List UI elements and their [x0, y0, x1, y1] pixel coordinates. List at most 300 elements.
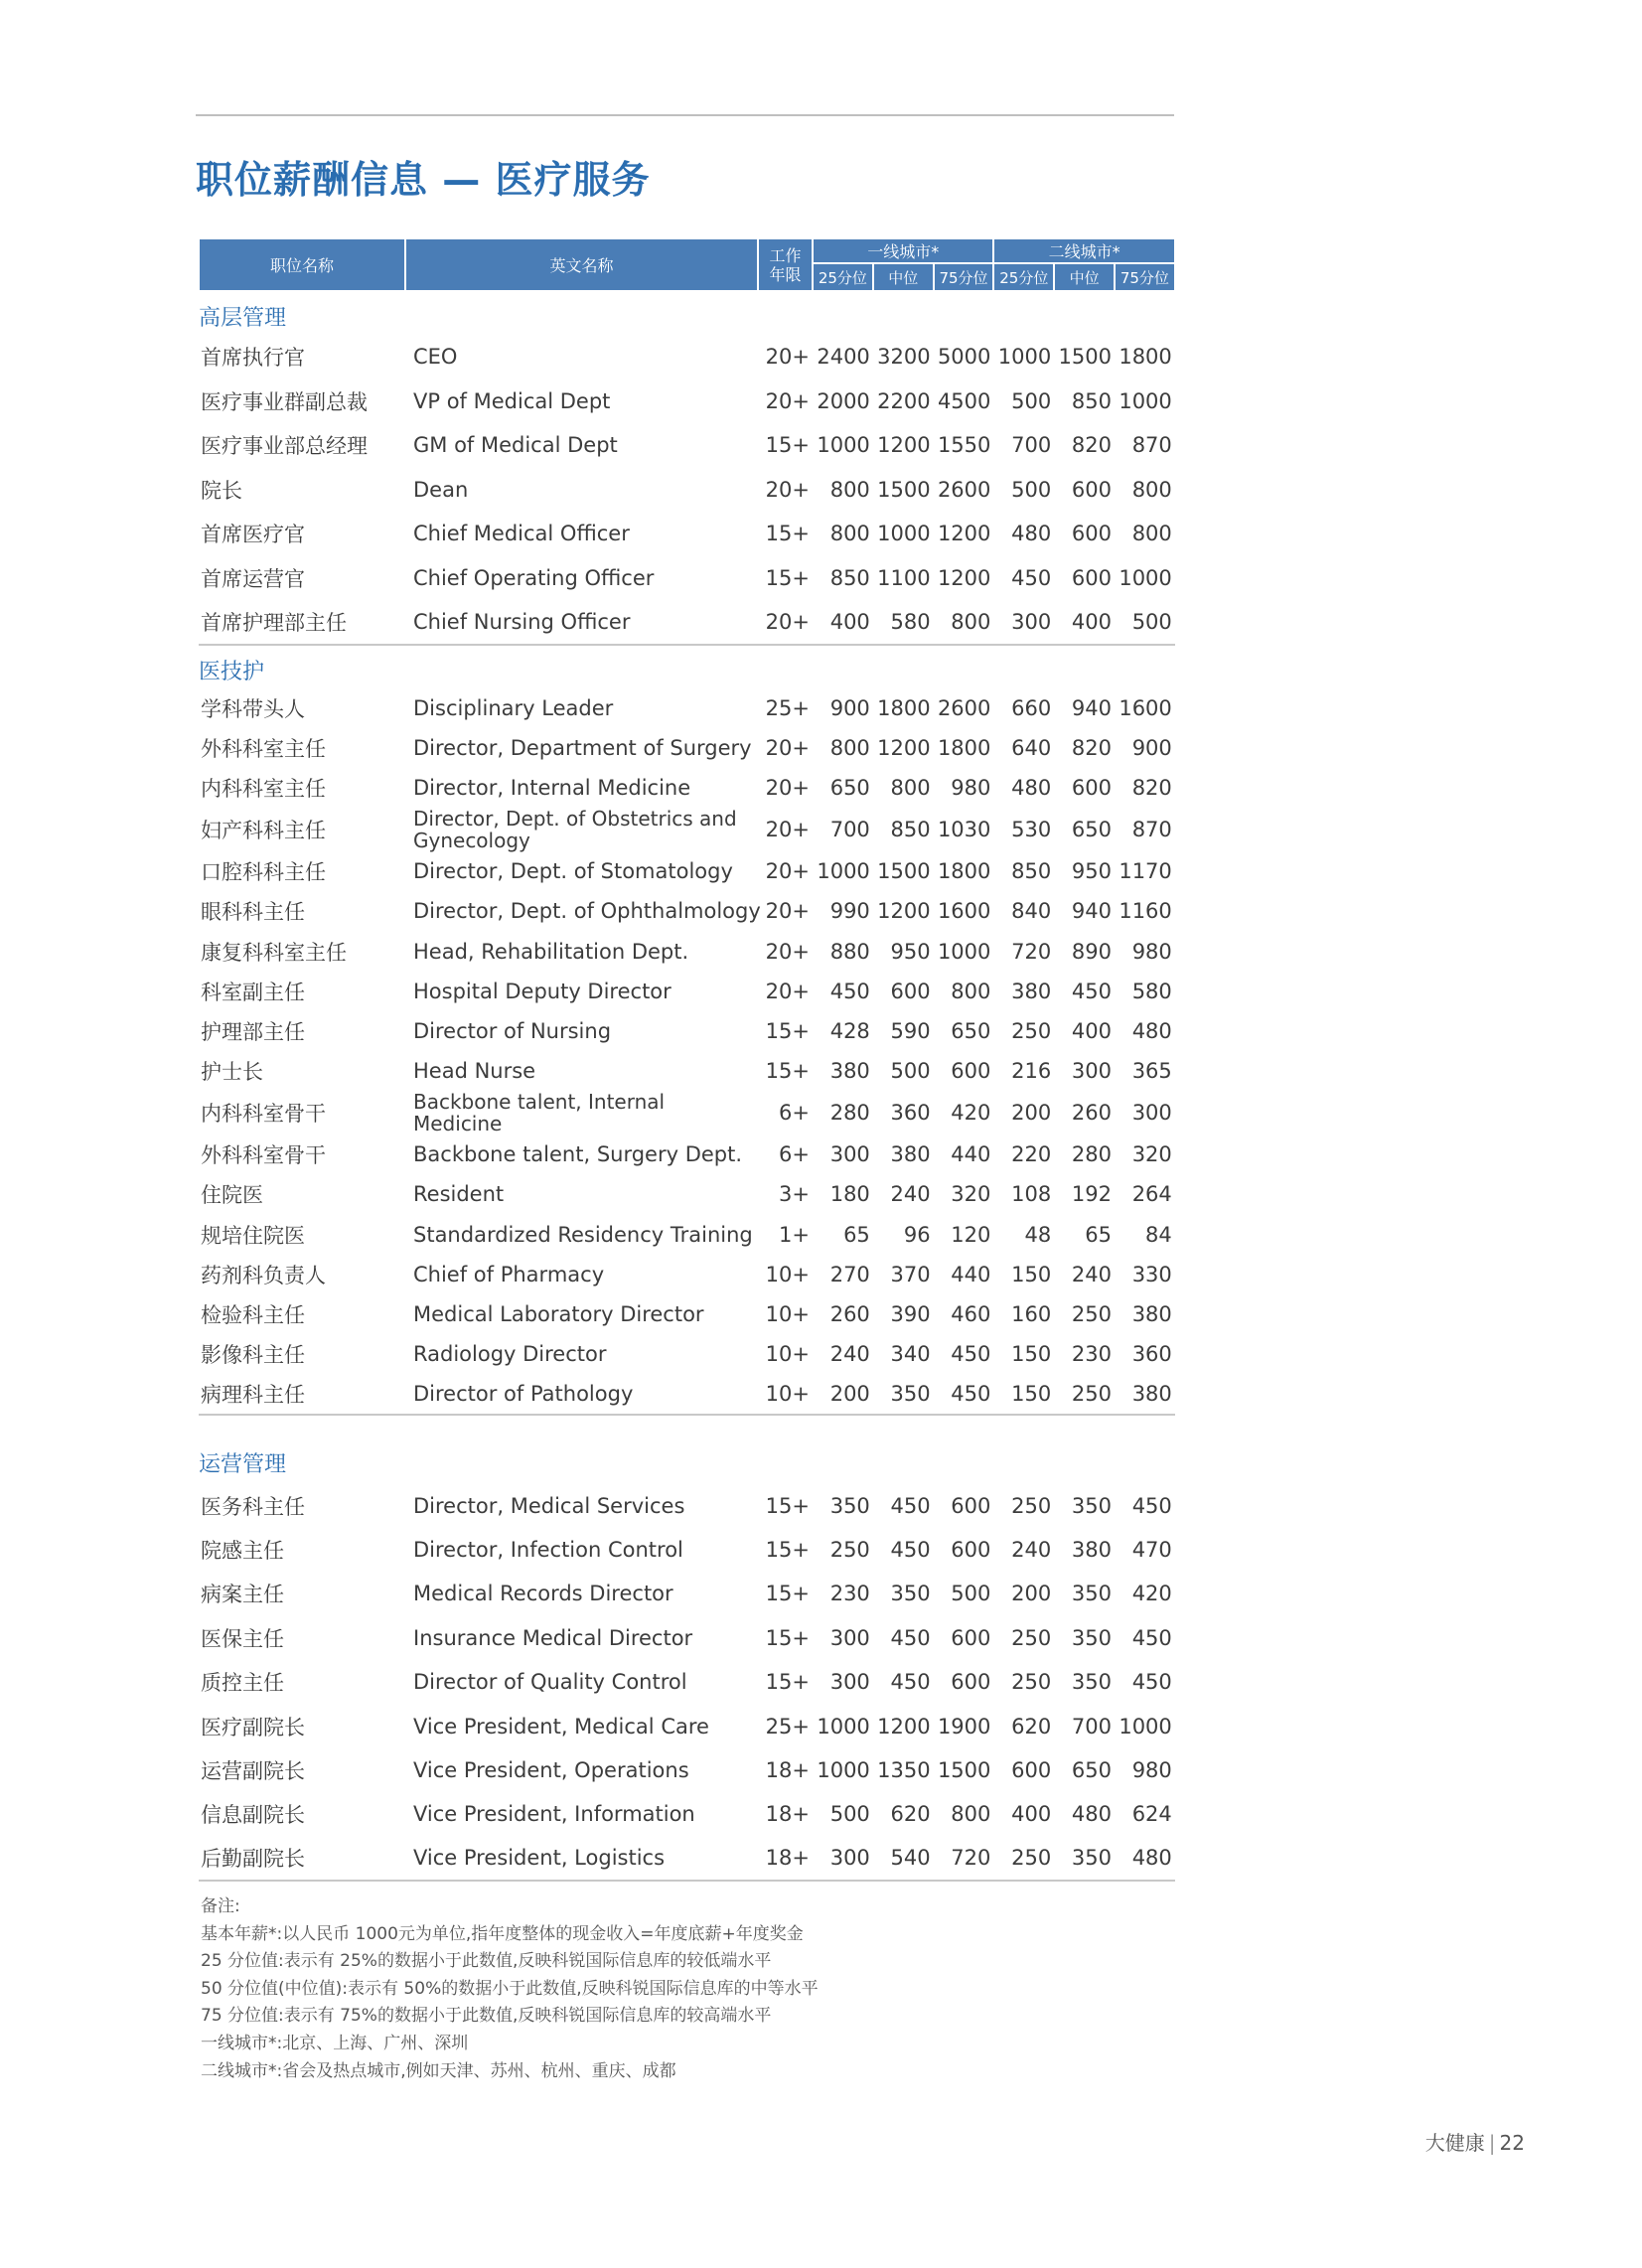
cell-tier1-p75: 800	[951, 979, 991, 1003]
cell-tier2-p25: 840	[1011, 899, 1052, 924]
cell-tier1-p25: 450	[829, 979, 870, 1003]
table-row	[199, 728, 1175, 768]
cell-tier1-p25: 500	[829, 1802, 870, 1827]
cell-tier2-p25: 160	[1011, 1302, 1052, 1327]
cell-tier2-p75: 800	[1131, 522, 1172, 546]
cell-tier2-median: 380	[1071, 1538, 1112, 1563]
cell-tier2-median: 820	[1071, 735, 1112, 760]
cell-years: 20+	[765, 859, 810, 884]
cell-tier2-median: 950	[1071, 859, 1112, 884]
cell-tier2-median: 1500	[1058, 345, 1112, 370]
table-row	[199, 468, 1175, 513]
cell-tier2-p75: 450	[1131, 1493, 1172, 1518]
cell-position-cn: 首席护理部主任	[201, 610, 347, 635]
cell-tier1-p75: 600	[951, 1625, 991, 1650]
cell-tier1-median: 850	[890, 818, 931, 842]
cell-position-en: Director of Pathology	[413, 1381, 634, 1406]
cell-tier2-median: 350	[1071, 1625, 1112, 1650]
cell-tier2-median: 600	[1071, 565, 1112, 590]
cell-position-cn: 院感主任	[201, 1539, 284, 1564]
cell-tier2-p75: 380	[1131, 1302, 1172, 1327]
table-row	[199, 1374, 1175, 1414]
cell-tier2-median: 600	[1071, 775, 1112, 800]
cell-position-en: Director, Infection Control	[413, 1538, 683, 1563]
cell-position-cn: 妇产科科主任	[201, 819, 326, 843]
cell-tier1-p25: 300	[829, 1142, 870, 1167]
table-row	[199, 972, 1175, 1011]
cell-position-en: Director, Internal Medicine	[413, 775, 691, 800]
cell-tier2-p25: 850	[1011, 859, 1052, 884]
cell-position-cn: 医务科主任	[201, 1494, 305, 1519]
cell-tier2-median: 250	[1071, 1381, 1112, 1406]
cell-tier1-median: 450	[890, 1538, 931, 1563]
cell-tier1-p75: 1800	[937, 735, 991, 760]
cell-tier1-median: 620	[890, 1802, 931, 1827]
table-row	[199, 379, 1175, 424]
cell-tier1-median: 390	[890, 1302, 931, 1327]
cell-tier2-median: 940	[1071, 695, 1112, 720]
cell-position-en: Director, Department of Surgery	[413, 735, 752, 760]
section-header-row	[199, 645, 1175, 688]
cell-tier1-median: 1200	[877, 899, 931, 924]
cell-years: 15+	[765, 522, 810, 546]
cell-position-cn: 医疗副院长	[201, 1715, 305, 1739]
cell-tier2-p75: 365	[1131, 1059, 1172, 1084]
cell-tier2-median: 890	[1071, 939, 1112, 964]
cell-tier1-p25: 400	[829, 609, 870, 634]
table-row	[199, 1334, 1175, 1374]
cell-position-cn: 护理部主任	[201, 1019, 305, 1044]
cell-tier2-p25: 700	[1011, 433, 1052, 458]
cell-tier1-p25: 800	[829, 477, 870, 502]
note-line: 一线城市*:北京、上海、广州、深圳	[201, 2033, 469, 2053]
cell-position-en: CEO	[413, 345, 458, 370]
section-medical-technical-nursing	[199, 645, 1175, 1415]
cell-years: 20+	[765, 899, 810, 924]
cell-years: 15+	[765, 1018, 810, 1043]
cell-tier2-p25: 220	[1011, 1142, 1052, 1167]
cell-tier2-p75: 500	[1131, 609, 1172, 634]
cell-position-cn: 学科带头人	[201, 696, 305, 721]
cell-tier2-p25: 250	[1011, 1625, 1052, 1650]
cell-position-en: Director of Nursing	[413, 1018, 612, 1043]
cell-tier1-p25: 1000	[817, 1714, 870, 1739]
cell-tier1-p25: 1000	[817, 859, 870, 884]
cell-tier2-p75: 1000	[1119, 565, 1172, 590]
cell-tier1-p75: 600	[951, 1538, 991, 1563]
cell-tier2-p25: 500	[1011, 388, 1052, 413]
cell-years: 1+	[779, 1222, 810, 1247]
cell-position-en: Disciplinary Leader	[413, 695, 614, 720]
cell-tier1-p75: 1200	[937, 565, 991, 590]
cell-tier1-p75: 1030	[937, 818, 991, 842]
cell-tier2-median: 820	[1071, 433, 1112, 458]
table-row	[199, 1215, 1175, 1255]
cell-tier1-p25: 850	[829, 565, 870, 590]
cell-position-en: Director, Dept. of Ophthalmology	[413, 899, 761, 924]
cell-years: 15+	[765, 1493, 810, 1518]
table-row	[199, 1660, 1175, 1704]
cell-tier1-median: 240	[890, 1182, 931, 1207]
cell-tier2-median: 850	[1071, 388, 1112, 413]
cell-tier2-p25: 200	[1011, 1101, 1052, 1126]
cell-years: 20+	[765, 477, 810, 502]
cell-tier2-p75: 1800	[1119, 345, 1172, 370]
table-bottom-rule	[199, 1881, 1175, 1887]
header-tier2-p75: 75分位	[1115, 263, 1175, 291]
cell-tier2-p25: 250	[1011, 1493, 1052, 1518]
cell-tier1-median: 340	[890, 1342, 931, 1367]
cell-tier2-p75: 380	[1131, 1381, 1172, 1406]
cell-position-en: Backbone talent, Internal Medicine	[413, 1090, 666, 1136]
cell-tier1-p25: 1000	[817, 433, 870, 458]
cell-years: 10+	[765, 1342, 810, 1367]
cell-tier1-median: 380	[890, 1142, 931, 1167]
cell-tier1-p25: 380	[829, 1059, 870, 1084]
cell-position-en: Director, Medical Services	[413, 1493, 685, 1518]
section-title: 高层管理	[199, 306, 287, 331]
cell-tier2-p25: 300	[1011, 609, 1052, 634]
cell-tier1-p25: 350	[829, 1493, 870, 1518]
cell-tier2-median: 350	[1071, 1670, 1112, 1695]
note-line: 二线城市*:省会及热点城市,例如天津、苏州、杭州、重庆、成都	[201, 2060, 676, 2081]
cell-tier1-median: 350	[890, 1582, 931, 1606]
cell-tier1-p25: 270	[829, 1262, 870, 1286]
cell-position-cn: 医疗事业部总经理	[201, 434, 368, 459]
cell-years: 20+	[765, 979, 810, 1003]
note-line: 基本年薪*:以人民币 1000元为单位,指年度整体的现金收入=年度底薪+年度奖金	[201, 1923, 804, 1944]
cell-years: 20+	[765, 345, 810, 370]
cell-tier1-median: 450	[890, 1493, 931, 1518]
cell-tier1-p25: 240	[829, 1342, 870, 1367]
cell-tier1-median: 450	[890, 1625, 931, 1650]
cell-tier2-p75: 980	[1131, 1758, 1172, 1783]
cell-tier2-median: 600	[1071, 477, 1112, 502]
cell-tier2-p25: 480	[1011, 522, 1052, 546]
cell-tier1-median: 1500	[877, 477, 931, 502]
cell-position-cn: 内科科室骨干	[201, 1102, 326, 1127]
cell-position-en: Chief Nursing Officer	[413, 609, 631, 634]
cell-tier2-median: 600	[1071, 522, 1112, 546]
cell-position-en: Insurance Medical Director	[413, 1625, 693, 1650]
note-line: 50 分位值(中位值):表示有 50%的数据小于此数值,反映科锐国际信息库的中等水平	[201, 1978, 819, 1999]
cell-years: 15+	[765, 1582, 810, 1606]
cell-tier2-median: 400	[1071, 1018, 1112, 1043]
cell-tier2-p75: 870	[1131, 818, 1172, 842]
cell-tier2-p75: 980	[1131, 939, 1172, 964]
cell-position-cn: 医疗事业群副总裁	[201, 389, 368, 414]
cell-tier1-median: 590	[890, 1018, 931, 1043]
header-tier1: 一线城市*	[813, 238, 993, 263]
cell-years: 15+	[765, 433, 810, 458]
cell-tier1-median: 1350	[877, 1758, 931, 1783]
cell-tier2-median: 250	[1071, 1302, 1112, 1327]
note-line: 75 分位值:表示有 75%的数据小于此数值,反映科锐国际信息库的较高端水平	[201, 2006, 772, 2027]
cell-years: 15+	[765, 565, 810, 590]
cell-tier1-median: 370	[890, 1262, 931, 1286]
cell-tier1-p75: 460	[951, 1302, 991, 1327]
header-tier2: 二线城市*	[993, 238, 1174, 263]
cell-tier1-p25: 900	[829, 695, 870, 720]
cell-position-cn: 病理科主任	[201, 1382, 305, 1407]
cell-position-en: Vice President, Operations	[413, 1758, 689, 1783]
cell-tier1-p75: 320	[951, 1182, 991, 1207]
table-row	[199, 1174, 1175, 1214]
cell-tier1-p25: 2400	[817, 345, 870, 370]
cell-tier2-median: 230	[1071, 1342, 1112, 1367]
cell-position-cn: 检验科主任	[201, 1303, 305, 1328]
cell-tier2-p75: 800	[1131, 477, 1172, 502]
header-tier1-p75: 75分位	[934, 263, 994, 291]
cell-position-en: Chief Medical Officer	[413, 522, 630, 546]
cell-tier2-p75: 900	[1131, 735, 1172, 760]
note-line: 25 分位值:表示有 25%的数据小于此数值,反映科锐国际信息库的较低端水平	[201, 1951, 772, 1972]
cell-tier1-median: 1500	[877, 859, 931, 884]
cell-tier2-p25: 108	[1011, 1182, 1052, 1207]
cell-tier2-p25: 150	[1011, 1342, 1052, 1367]
table-row	[199, 1255, 1175, 1294]
cell-years: 3+	[779, 1182, 810, 1207]
cell-tier2-p25: 660	[1011, 695, 1052, 720]
cell-position-cn: 运营副院长	[201, 1759, 305, 1784]
cell-tier1-p75: 500	[951, 1582, 991, 1606]
table-header	[199, 238, 1175, 291]
cell-position-en: Vice President, Logistics	[413, 1846, 666, 1871]
cell-tier1-p75: 600	[951, 1670, 991, 1695]
cell-position-en: Head Nurse	[413, 1059, 536, 1084]
cell-tier2-median: 400	[1071, 609, 1112, 634]
cell-tier1-p75: 980	[951, 775, 991, 800]
cell-tier1-median: 600	[890, 979, 931, 1003]
cell-tier1-p75: 1900	[937, 1714, 991, 1739]
cell-years: 10+	[765, 1302, 810, 1327]
cell-tier1-median: 360	[890, 1101, 931, 1126]
cell-years: 10+	[765, 1381, 810, 1406]
header-tier2-median: 中位	[1054, 263, 1115, 291]
cell-years: 18+	[765, 1846, 810, 1871]
cell-years: 15+	[765, 1625, 810, 1650]
cell-years: 20+	[765, 775, 810, 800]
cell-tier2-p75: 624	[1131, 1802, 1172, 1827]
cell-tier2-median: 940	[1071, 899, 1112, 924]
cell-tier1-p25: 650	[829, 775, 870, 800]
table-row	[199, 1748, 1175, 1792]
cell-position-cn: 外科科室主任	[201, 736, 326, 761]
cell-tier2-p75: 330	[1131, 1262, 1172, 1286]
cell-tier2-p75: 1000	[1119, 388, 1172, 413]
cell-tier1-p25: 280	[829, 1101, 870, 1126]
cell-position-en: VP of Medical Dept	[413, 388, 611, 413]
cell-tier2-p75: 1600	[1119, 695, 1172, 720]
cell-tier2-median: 240	[1071, 1262, 1112, 1286]
cell-tier2-p75: 360	[1131, 1342, 1172, 1367]
cell-position-cn: 首席执行官	[201, 346, 305, 371]
cell-tier2-median: 480	[1071, 1802, 1112, 1827]
cell-tier2-median: 650	[1071, 818, 1112, 842]
cell-tier2-p75: 1170	[1119, 859, 1172, 884]
header-years-line1: 工作	[769, 245, 802, 265]
cell-years: 18+	[765, 1802, 810, 1827]
cell-tier2-p25: 250	[1011, 1846, 1052, 1871]
cell-tier1-p25: 800	[829, 522, 870, 546]
section-title: 医技护	[199, 645, 1175, 688]
cell-tier2-p25: 600	[1011, 1758, 1052, 1783]
cell-position-cn: 规培住院医	[201, 1223, 305, 1248]
table-row	[199, 808, 1175, 851]
cell-tier2-p75: 450	[1131, 1625, 1172, 1650]
table-row	[199, 1528, 1175, 1572]
header-position-cn: 职位名称	[199, 238, 405, 291]
cell-tier2-p25: 150	[1011, 1262, 1052, 1286]
cell-tier1-p75: 800	[951, 609, 991, 634]
cell-tier1-median: 1100	[877, 565, 931, 590]
cell-tier1-p75: 5000	[937, 345, 991, 370]
cell-tier1-p75: 1200	[937, 522, 991, 546]
cell-tier1-p25: 700	[829, 818, 870, 842]
cell-position-cn: 首席医疗官	[201, 523, 305, 547]
cell-tier2-p75: 300	[1131, 1101, 1172, 1126]
page-title: 职位薪酬信息 — 医疗服务	[196, 158, 651, 202]
cell-tier1-median: 800	[890, 775, 931, 800]
cell-years: 10+	[765, 1262, 810, 1286]
table-row	[199, 891, 1175, 931]
cell-tier1-p25: 250	[829, 1538, 870, 1563]
cell-tier2-p25: 640	[1011, 735, 1052, 760]
cell-position-en: Medical Laboratory Director	[413, 1302, 704, 1327]
cell-position-en: Director of Quality Control	[413, 1670, 687, 1695]
cell-tier1-p25: 180	[829, 1182, 870, 1207]
cell-tier1-p75: 720	[951, 1846, 991, 1871]
cell-tier1-median: 950	[890, 939, 931, 964]
table-row	[199, 1572, 1175, 1615]
header-tier2-p25: 25分位	[993, 263, 1054, 291]
notes-heading: 备注:	[201, 1896, 240, 1916]
cell-position-cn: 院长	[201, 478, 242, 503]
cell-tier1-p25: 300	[829, 1625, 870, 1650]
cell-tier2-p25: 240	[1011, 1538, 1052, 1563]
cell-tier1-median: 1200	[877, 1714, 931, 1739]
cell-tier1-p75: 1000	[937, 939, 991, 964]
cell-tier2-p75: 420	[1131, 1582, 1172, 1606]
cell-tier1-p75: 600	[951, 1493, 991, 1518]
cell-tier2-median: 300	[1071, 1059, 1112, 1084]
cell-tier2-p25: 480	[1011, 775, 1052, 800]
header-tier1-p25: 25分位	[813, 263, 873, 291]
cell-tier1-p25: 230	[829, 1582, 870, 1606]
cell-tier2-median: 260	[1071, 1101, 1112, 1126]
cell-tier1-p75: 420	[951, 1101, 991, 1126]
table-row	[199, 1294, 1175, 1334]
cell-position-cn: 眼科科主任	[201, 900, 305, 925]
cell-tier1-median: 580	[890, 609, 931, 634]
cell-tier1-p25: 300	[829, 1670, 870, 1695]
cell-tier1-median: 1200	[877, 735, 931, 760]
cell-tier2-p75: 580	[1131, 979, 1172, 1003]
cell-tier1-median: 1000	[877, 522, 931, 546]
cell-tier2-p75: 870	[1131, 433, 1172, 458]
footnotes	[201, 1893, 819, 2085]
table-row	[199, 931, 1175, 971]
table-row	[199, 1616, 1175, 1660]
cell-tier1-median: 1200	[877, 433, 931, 458]
cell-tier2-p75: 450	[1131, 1670, 1172, 1695]
table-row	[199, 768, 1175, 808]
section-header-row	[199, 1415, 1175, 1484]
cell-tier1-median: 1800	[877, 695, 931, 720]
table-row	[199, 1484, 1175, 1528]
cell-position-cn: 影像科主任	[201, 1343, 305, 1368]
table-end	[199, 1881, 1175, 1887]
cell-tier1-p25: 800	[829, 735, 870, 760]
cell-tier1-median: 350	[890, 1381, 931, 1406]
cell-tier2-p75: 820	[1131, 775, 1172, 800]
cell-tier2-p25: 720	[1011, 939, 1052, 964]
cell-position-en: Chief of Pharmacy	[413, 1262, 605, 1286]
cell-years: 18+	[765, 1758, 810, 1783]
cell-years: 15+	[765, 1670, 810, 1695]
cell-years: 20+	[765, 609, 810, 634]
cell-tier1-p25: 1000	[817, 1758, 870, 1783]
table-row	[199, 556, 1175, 601]
cell-years: 6+	[779, 1142, 810, 1167]
cell-position-en: Vice President, Information	[413, 1802, 695, 1827]
cell-tier1-p75: 450	[951, 1342, 991, 1367]
table-row	[199, 1011, 1175, 1051]
table-row	[199, 600, 1175, 645]
cell-tier2-median: 192	[1071, 1182, 1112, 1207]
salary-table	[198, 237, 1176, 1887]
cell-tier2-p75: 1160	[1119, 899, 1172, 924]
cell-tier2-p75: 470	[1131, 1538, 1172, 1563]
section-title: 运营管理	[199, 1415, 1175, 1484]
cell-years: 15+	[765, 1538, 810, 1563]
table-row	[199, 1837, 1175, 1881]
cell-position-en: Backbone talent, Surgery Dept.	[413, 1142, 743, 1167]
cell-tier2-p25: 500	[1011, 477, 1052, 502]
cell-tier2-p25: 620	[1011, 1714, 1052, 1739]
cell-position-en: Chief Operating Officer	[413, 565, 655, 590]
cell-tier1-p25: 300	[829, 1846, 870, 1871]
cell-tier1-p75: 4500	[937, 388, 991, 413]
cell-years: 6+	[779, 1101, 810, 1126]
cell-tier2-p25: 250	[1011, 1018, 1052, 1043]
cell-tier2-p25: 1000	[997, 345, 1052, 370]
cell-tier1-p75: 440	[951, 1142, 991, 1167]
cell-tier1-p75: 1500	[937, 1758, 991, 1783]
table-row	[199, 851, 1175, 891]
cell-position-cn: 护士长	[201, 1060, 263, 1085]
cell-tier2-median: 650	[1071, 1758, 1112, 1783]
cell-tier1-p25: 2000	[817, 388, 870, 413]
footer-section: 大健康	[1424, 2131, 1485, 2155]
cell-years: 20+	[765, 818, 810, 842]
cell-tier2-p25: 150	[1011, 1381, 1052, 1406]
cell-tier2-median: 450	[1071, 979, 1112, 1003]
cell-position-cn: 病案主任	[201, 1583, 284, 1607]
cell-tier2-p75: 480	[1131, 1846, 1172, 1871]
cell-tier1-p25: 880	[829, 939, 870, 964]
cell-tier1-p75: 120	[951, 1222, 991, 1247]
cell-tier1-median: 540	[890, 1846, 931, 1871]
table-row	[199, 423, 1175, 468]
cell-position-cn: 医保主任	[201, 1626, 284, 1651]
header-years	[758, 238, 813, 291]
cell-years: 25+	[765, 695, 810, 720]
table-row	[199, 1091, 1175, 1134]
cell-tier2-p25: 48	[1024, 1222, 1052, 1247]
cell-tier2-p25: 400	[1011, 1802, 1052, 1827]
cell-tier1-p75: 1600	[937, 899, 991, 924]
